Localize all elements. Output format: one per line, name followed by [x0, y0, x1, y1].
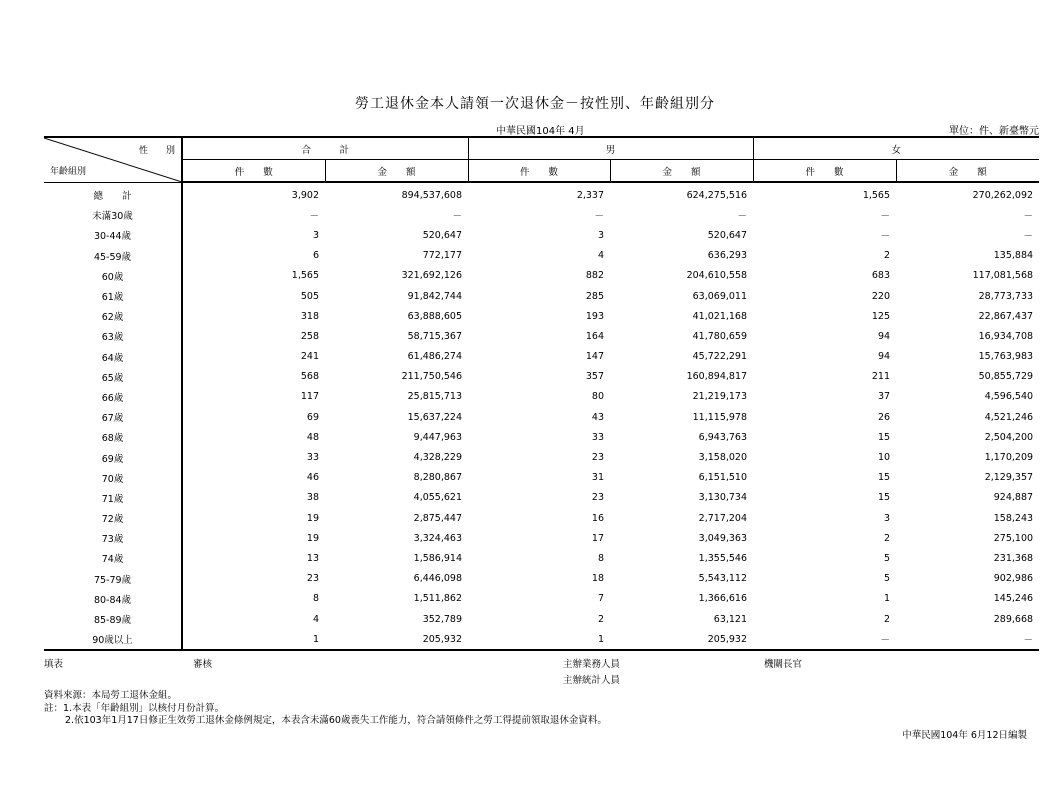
total-count-cell: 3,902 — [182, 182, 325, 205]
female-count-cell: 15 — [877, 472, 891, 484]
male-amount-cell: 6,151,510 — [698, 472, 748, 484]
row-label: 65歲 — [101, 372, 124, 384]
male-amount-cell: 5,543,112 — [698, 573, 748, 585]
male-amount-cell: 1,355,546 — [698, 552, 748, 564]
male-count-cell: 4 — [597, 250, 605, 262]
female-amount-cell: 50,855,729 — [978, 371, 1034, 383]
female-count-cell: 3 — [883, 512, 891, 524]
table-row — [44, 205, 1039, 225]
male-count-cell: － — [594, 211, 605, 223]
row-label: 63歲 — [101, 332, 124, 344]
female-count-cell: 26 — [877, 411, 891, 423]
female-count-cell: 125 — [871, 310, 891, 322]
total-amount-cell: 4,328,229 — [413, 452, 463, 464]
total-count-cell: 3 — [182, 225, 325, 245]
row-label: 66歲 — [101, 392, 124, 404]
table-body — [44, 182, 1039, 650]
female-amount-cell: 275,100 — [993, 532, 1034, 544]
total-count-cell: 33 — [182, 447, 325, 467]
male-amount-cell: 160,894,817 — [686, 371, 748, 383]
row-label: 45-59歲 — [93, 251, 132, 263]
row-label: 74歲 — [101, 554, 124, 566]
total-amount-cell: 772,177 — [422, 250, 463, 262]
male-count-cell: 193 — [585, 310, 605, 322]
male-amount-cell: 1,366,616 — [698, 593, 748, 605]
female-amount-cell: 2,504,200 — [984, 431, 1034, 443]
table-row — [44, 367, 1039, 387]
row-label: 60歲 — [101, 271, 124, 283]
table-row — [44, 266, 1039, 286]
total-amount-cell: － — [452, 211, 463, 223]
total-count-cell: 241 — [182, 347, 325, 367]
total-amount-cell: 63,888,605 — [407, 310, 463, 322]
male-amount-cell: 205,932 — [610, 629, 753, 650]
gender-axis-label: 性 別 — [138, 146, 175, 156]
table-row — [44, 427, 1039, 447]
male-amount-cell: 63,121 — [713, 613, 748, 625]
male-count-cell: 164 — [585, 330, 605, 342]
male-amount-cell: － — [737, 211, 748, 223]
row-label: 68歲 — [101, 433, 124, 445]
male-count-cell: 17 — [591, 532, 605, 544]
female-amount-cell: 902,986 — [993, 573, 1034, 585]
row-label: 73歲 — [101, 534, 124, 546]
male-amount-header: 金 額 — [610, 160, 753, 183]
total-amount-cell: 9,447,963 — [413, 431, 463, 443]
row-label: 85-89歲 — [93, 615, 132, 627]
female-amount-cell: － — [1023, 231, 1034, 243]
table-row — [44, 488, 1039, 508]
female-count-cell: 211 — [871, 371, 891, 383]
male-count-cell: 80 — [591, 391, 605, 403]
female-count-cell: 1,565 — [862, 189, 891, 201]
table-row — [44, 387, 1039, 407]
female-amount-cell: 117,081,568 — [972, 270, 1034, 282]
corner-header — [44, 137, 182, 182]
table-row — [44, 589, 1039, 609]
female-amount-cell: 22,867,437 — [978, 310, 1034, 322]
male-amount-cell: 11,115,978 — [692, 411, 748, 423]
male-amount-cell: 45,722,291 — [692, 351, 748, 363]
total-amount-cell: 3,324,463 — [413, 532, 463, 544]
male-count-cell: 31 — [591, 472, 605, 484]
table-row — [44, 347, 1039, 367]
table-row — [44, 182, 1039, 205]
male-count-cell: 16 — [591, 512, 605, 524]
total-count-cell: 8 — [182, 589, 325, 609]
male-count-cell: 1 — [468, 629, 610, 650]
female-amount-cell: 4,521,246 — [984, 411, 1034, 423]
stats-officer-label: 主辦統計人員 — [563, 675, 621, 686]
total-amount-cell: 2,875,447 — [413, 512, 463, 524]
age-axis-label: 年齡組別 — [50, 166, 87, 177]
source-note: 資料來源：本局勞工退休金組。 — [44, 690, 178, 701]
female-count-cell: 10 — [877, 452, 891, 464]
female-amount-cell: 158,243 — [993, 512, 1034, 524]
table-row — [44, 306, 1039, 326]
total-amount-cell: 1,511,862 — [413, 593, 463, 605]
total-count-cell: 69 — [182, 407, 325, 427]
male-amount-cell: 63,069,011 — [692, 290, 748, 302]
total-count-cell: 19 — [182, 528, 325, 548]
table-row — [44, 609, 1039, 629]
reviewer-label: 審核 — [193, 659, 213, 670]
female-count-cell: 1 — [883, 593, 891, 605]
total-count-cell: 6 — [182, 246, 325, 266]
note-2: 2.依103年1月17日修正生效勞工退休金條例規定，本表含未滿60歲喪失工作能力，符合請領條件之勞工得提前領取退休金資料。 — [65, 715, 607, 726]
table-row — [44, 548, 1039, 568]
male-group-header: 男 — [468, 137, 753, 160]
row-label: 69歲 — [101, 453, 124, 465]
male-amount-cell: 204,610,558 — [686, 270, 748, 282]
row-label: 未滿30歲 — [92, 211, 133, 223]
compiled-date: 中華民國104年 6月12日編製 — [902, 730, 1027, 741]
row-label: 62歲 — [101, 312, 124, 324]
female-amount-cell: 28,773,733 — [978, 290, 1034, 302]
total-count-cell: 258 — [182, 326, 325, 346]
female-count-cell: 2 — [883, 613, 891, 625]
male-count-cell: 3 — [597, 229, 605, 241]
male-count-cell: 2,337 — [576, 189, 605, 201]
business-officer-label: 主辦業務人員 — [563, 659, 621, 670]
total-count-cell: 1,565 — [182, 266, 325, 286]
total-count-cell: 13 — [182, 548, 325, 568]
male-count-cell: 147 — [585, 351, 605, 363]
total-amount-cell: 211,750,546 — [401, 371, 463, 383]
female-count-cell: 2 — [883, 250, 891, 262]
male-count-cell: 882 — [585, 270, 605, 282]
row-label: 61歲 — [101, 292, 124, 304]
table-row — [44, 629, 1039, 650]
table-row — [44, 407, 1039, 427]
male-count-cell: 33 — [591, 431, 605, 443]
data-table — [44, 136, 1039, 651]
male-count-cell: 7 — [597, 593, 605, 605]
row-label: 67歲 — [101, 413, 124, 425]
total-count-cell: 23 — [182, 569, 325, 589]
male-count-header: 件 數 — [468, 160, 610, 183]
female-amount-cell: 289,668 — [993, 613, 1034, 625]
female-count-header: 件 數 — [753, 160, 896, 183]
table-row — [44, 286, 1039, 306]
row-label: 72歲 — [101, 514, 124, 526]
total-amount-header: 金 額 — [325, 160, 468, 183]
table-row — [44, 468, 1039, 488]
female-count-cell: 94 — [877, 351, 891, 363]
total-amount-cell: 15,637,224 — [407, 411, 463, 423]
female-count-cell: 15 — [877, 492, 891, 504]
male-amount-cell: 41,021,168 — [692, 310, 748, 322]
total-amount-cell: 1,586,914 — [413, 552, 463, 564]
female-count-cell: 94 — [877, 330, 891, 342]
male-amount-cell: 6,943,763 — [698, 431, 748, 443]
male-amount-cell: 2,717,204 — [698, 512, 748, 524]
total-count-cell: 38 — [182, 488, 325, 508]
female-amount-cell: 231,368 — [993, 552, 1034, 564]
report-period: 中華民國104年 4月 — [496, 126, 585, 137]
total-amount-cell: 8,280,867 — [413, 472, 463, 484]
total-count-header: 件 數 — [182, 160, 325, 183]
female-amount-cell: 4,596,540 — [984, 391, 1034, 403]
row-label: 總 計 — [93, 190, 132, 202]
female-amount-cell: 2,129,357 — [984, 472, 1034, 484]
female-count-cell: － — [880, 211, 891, 223]
total-count-cell: 1 — [182, 629, 325, 650]
total-count-cell: 568 — [182, 367, 325, 387]
total-amount-cell: 4,055,621 — [413, 492, 463, 504]
male-amount-cell: 520,647 — [707, 229, 748, 241]
total-amount-cell: 6,446,098 — [413, 573, 463, 585]
male-count-cell: 8 — [597, 552, 605, 564]
female-count-cell: 683 — [871, 270, 891, 282]
total-amount-cell: 205,932 — [325, 629, 468, 650]
total-amount-cell: 58,715,367 — [407, 330, 463, 342]
male-amount-cell: 3,049,363 — [698, 532, 748, 544]
total-count-cell: 19 — [182, 508, 325, 528]
total-count-cell: 48 — [182, 427, 325, 447]
female-count-cell: 15 — [877, 431, 891, 443]
total-count-cell: 117 — [182, 387, 325, 407]
male-count-cell: 2 — [597, 613, 605, 625]
female-amount-cell: － — [1023, 211, 1034, 223]
row-label: 64歲 — [101, 352, 124, 364]
total-amount-cell: 894,537,608 — [401, 189, 463, 201]
total-count-cell: 318 — [182, 306, 325, 326]
male-amount-cell: 3,130,734 — [698, 492, 748, 504]
row-label: 71歲 — [101, 493, 124, 505]
female-amount-cell: 924,887 — [993, 492, 1034, 504]
filler-label: 填表 — [44, 659, 64, 670]
female-count-cell: 5 — [883, 552, 891, 564]
female-count-cell: 2 — [883, 532, 891, 544]
chief-label: 機關長官 — [764, 659, 803, 670]
female-amount-header: 金 額 — [896, 160, 1039, 183]
male-amount-cell: 624,275,516 — [686, 189, 748, 201]
female-amount-cell: － — [896, 629, 1039, 650]
total-amount-cell: 520,647 — [422, 229, 463, 241]
table-row — [44, 569, 1039, 589]
male-count-cell: 43 — [591, 411, 605, 423]
total-amount-cell: 25,815,713 — [407, 391, 463, 403]
total-count-cell: 46 — [182, 468, 325, 488]
female-amount-cell: 135,884 — [993, 250, 1034, 262]
female-amount-cell: 145,246 — [993, 593, 1034, 605]
male-amount-cell: 41,780,659 — [692, 330, 748, 342]
row-label: 80-84歲 — [93, 594, 132, 606]
total-count-cell: 4 — [182, 609, 325, 629]
table-row — [44, 326, 1039, 346]
note-1: 註：1.本表「年齡組別」以核付月份計算。 — [44, 703, 225, 714]
female-count-cell: 37 — [877, 391, 891, 403]
female-amount-cell: 1,170,209 — [984, 452, 1034, 464]
total-amount-cell: 321,692,126 — [401, 270, 463, 282]
row-label: 70歲 — [101, 473, 124, 485]
row-label: 75-79歲 — [93, 574, 132, 586]
male-amount-cell: 636,293 — [707, 250, 748, 262]
total-amount-cell: 91,842,744 — [407, 290, 463, 302]
total-count-cell: 505 — [182, 286, 325, 306]
female-amount-cell: 270,262,092 — [972, 189, 1034, 201]
unit-label: 單位：件、新臺幣元 — [949, 126, 1039, 137]
male-count-cell: 285 — [585, 290, 605, 302]
table-row — [44, 528, 1039, 548]
male-count-cell: 357 — [585, 371, 605, 383]
male-amount-cell: 21,219,173 — [692, 391, 748, 403]
female-group-header: 女 — [753, 137, 1039, 160]
female-count-cell: 220 — [871, 290, 891, 302]
total-amount-cell: 352,789 — [422, 613, 463, 625]
table-row — [44, 447, 1039, 467]
male-count-cell: 18 — [591, 573, 605, 585]
male-amount-cell: 3,158,020 — [698, 452, 748, 464]
row-label: 90歲以上 — [44, 629, 182, 650]
female-amount-cell: 16,934,708 — [978, 330, 1034, 342]
row-label: 30-44歲 — [93, 231, 132, 243]
total-group-header: 合 計 — [182, 137, 468, 160]
total-amount-cell: 61,486,274 — [407, 351, 463, 363]
female-count-cell: － — [753, 629, 896, 650]
female-count-cell: 5 — [883, 573, 891, 585]
male-count-cell: 23 — [591, 492, 605, 504]
table-row — [44, 508, 1039, 528]
table-row — [44, 225, 1039, 245]
table-row — [44, 246, 1039, 266]
male-count-cell: 23 — [591, 452, 605, 464]
total-count-cell: － — [182, 205, 325, 225]
female-count-cell: － — [880, 231, 891, 243]
table-title: 勞工退休金本人請領一次退休金－按性別、年齡組別分 — [355, 96, 715, 112]
female-amount-cell: 15,763,983 — [978, 351, 1034, 363]
